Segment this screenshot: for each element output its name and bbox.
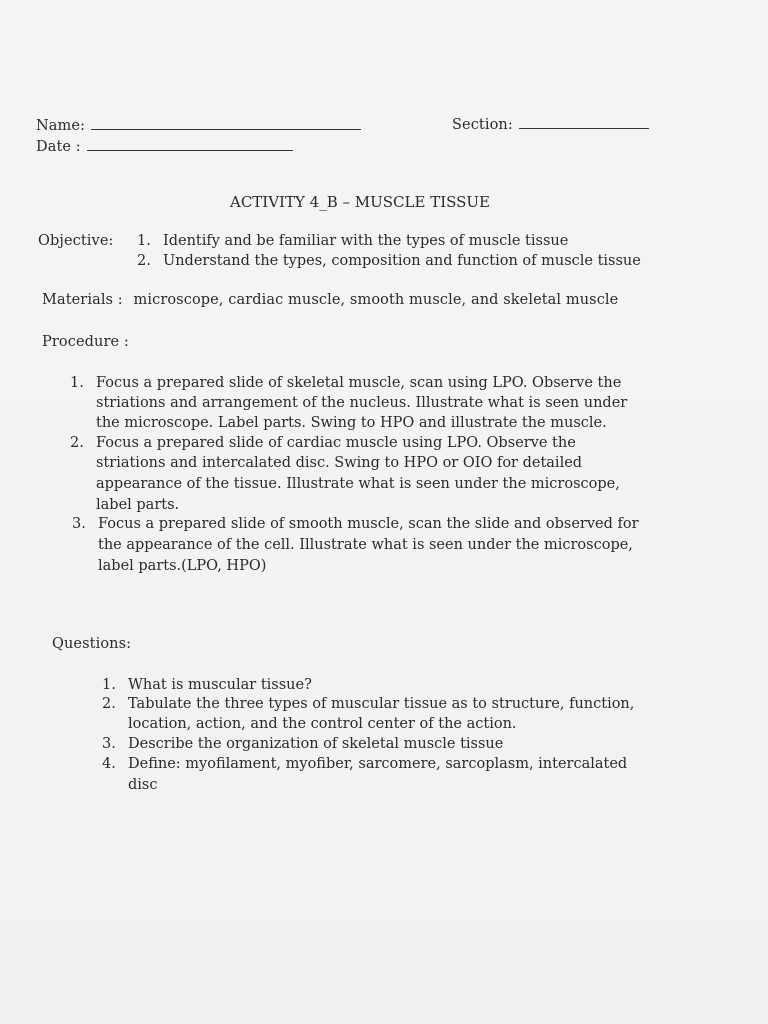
question-item-line: What is muscular tissue? <box>128 677 312 693</box>
procedure-label: Procedure : <box>42 334 129 350</box>
page-title: ACTIVITY 4_B – MUSCLE TISSUE <box>229 193 491 211</box>
question-item-line: Tabulate the three types of muscular tissue as to structure, function, <box>128 696 635 712</box>
question-item-number: 1. <box>102 677 116 693</box>
name-label: Name: <box>36 118 86 134</box>
procedure-item-number: 2. <box>70 435 84 451</box>
materials-label: Materials : <box>42 292 123 308</box>
section-label: Section: <box>452 117 513 133</box>
objective-item-text: Identify and be familiar with the types of muscle tissue <box>163 233 569 249</box>
procedure-item-line: Focus a prepared slide of smooth muscle, scan the slide and observed for <box>98 516 639 532</box>
question-item-number: 3. <box>102 736 116 752</box>
procedure-item-line: label parts.(LPO, HPO) <box>98 558 267 574</box>
materials-text: microscope, cardiac muscle, smooth muscle, and skeletal muscle <box>133 292 619 308</box>
procedure-item-line: striations and arrangement of the nucleus. Illustrate what is seen under <box>96 395 628 411</box>
name-field <box>36 118 361 134</box>
objective-item-number: 2. <box>137 253 151 269</box>
section-field <box>452 117 649 133</box>
date-blank-line <box>87 149 293 151</box>
procedure-item-line: appearance of the tissue. Illustrate what is seen under the microscope, <box>96 476 620 492</box>
procedure-item-line: the appearance of the cell. Illustrate what is seen under the microscope, <box>98 537 633 553</box>
date-label: Date : <box>36 139 81 155</box>
procedure-item-line: striations and intercalated disc. Swing to HPO or OIO for detailed <box>96 455 583 471</box>
procedure-item-line: Focus a prepared slide of skeletal muscle, scan using LPO. Observe the <box>96 375 622 391</box>
procedure-item-line: Focus a prepared slide of cardiac muscle using LPO. Observe the <box>96 435 576 451</box>
name-blank-line <box>91 128 361 130</box>
objective-item-number: 1. <box>137 233 151 249</box>
date-field <box>36 139 293 155</box>
question-item-number: 4. <box>102 756 116 772</box>
section-blank-line <box>519 127 649 129</box>
procedure-item-line: the microscope. Label parts. Swing to HPO and illustrate the muscle. <box>96 415 607 431</box>
objective-item-text: Understand the types, composition and function of muscle tissue <box>163 253 641 269</box>
question-item-line: location, action, and the control center of the action. <box>128 716 517 732</box>
question-item-line: Describe the organization of skeletal muscle tissue <box>128 736 504 752</box>
question-item-line: disc <box>128 777 158 793</box>
procedure-item-number: 1. <box>70 375 84 391</box>
objective-label: Objective: <box>38 233 114 249</box>
procedure-item-number: 3. <box>72 516 86 532</box>
question-item-number: 2. <box>102 696 116 712</box>
questions-label: Questions: <box>52 636 132 652</box>
materials-row <box>42 292 618 308</box>
procedure-item-line: label parts. <box>96 497 180 513</box>
question-item-line: Define: myofilament, myofiber, sarcomere, sarcoplasm, intercalated <box>128 756 628 772</box>
